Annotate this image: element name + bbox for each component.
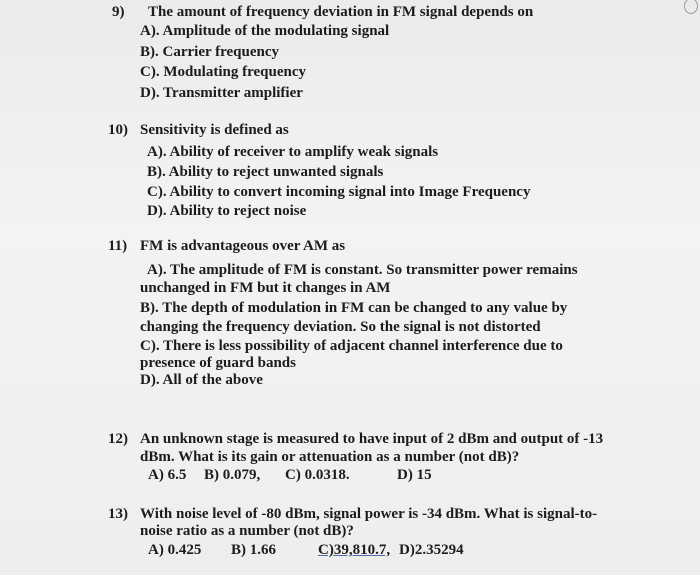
question-9-number: 9) [112,4,125,20]
question-12-answer-b: B) 0.079, [204,467,261,483]
question-11-text: FM is advantageous over AM as [140,238,346,254]
question-9-option-c: C). Modulating frequency [140,64,306,80]
question-11-option-c: C). There is less possibility of adjacent channel interference due to [140,338,563,354]
corner-mark-icon [684,0,698,14]
question-11-option-d: D). All of the above [140,372,263,388]
question-10-option-b: B). Ability to reject unwanted signals [147,164,384,180]
question-11-option-a-cont: unchanged in FM but it changes in AM [140,280,391,296]
question-10-text: Sensitivity is defined as [140,122,289,138]
question-11-number: 11) [108,238,128,254]
question-12-text-line-1: An unknown stage is measured to have input of 2 dBm and output of -13 [140,431,604,447]
question-9-option-d: D). Transmitter amplifier [140,85,303,101]
question-9-text: The amount of frequency deviation in FM signal depends on [148,4,534,20]
question-9-option-b: B). Carrier frequency [140,44,279,60]
question-11-option-a: A). The amplitude of FM is constant. So transmitter power remains [147,262,578,278]
question-12-text-line-2: dBm. What is its gain or attenuation as a number (not dB)? [140,449,520,465]
question-12-answer-c: C) 0.0318. [285,467,350,483]
question-13-number: 13) [108,506,128,522]
question-12-answer-a: A) 6.5 [148,467,187,483]
question-13-answer-b: B) 1.66 [231,542,276,558]
question-11-option-c-cont: presence of guard bands [140,355,296,371]
question-13-text-line-1: With noise level of -80 dBm, signal power is -34 dBm. What is signal-to- [140,506,598,522]
question-12-answer-d: D) 15 [397,467,432,483]
question-12-number: 12) [108,431,128,447]
question-10-option-a: A). Ability of receiver to amplify weak signals [147,144,439,160]
question-13-text-line-2: noise ratio as a number (not dB)? [140,523,354,539]
question-13-answer-a: A) 0.425 [148,542,202,558]
question-11-option-b: B). The depth of modulation in FM can be changed to any value by [140,300,568,316]
question-11-option-b-cont: changing the frequency deviation. So the signal is not distorted [140,319,541,335]
question-10-option-d: D). Ability to reject noise [147,203,307,219]
question-10-option-c: C). Ability to convert incoming signal into Image Frequency [147,184,531,200]
question-10-number: 10) [108,122,128,138]
question-13-answer-c: C)39,810.7, [318,542,391,558]
question-9-option-a: A). Amplitude of the modulating signal [140,23,390,39]
question-13-answer-d: D)2.35294 [399,542,464,558]
